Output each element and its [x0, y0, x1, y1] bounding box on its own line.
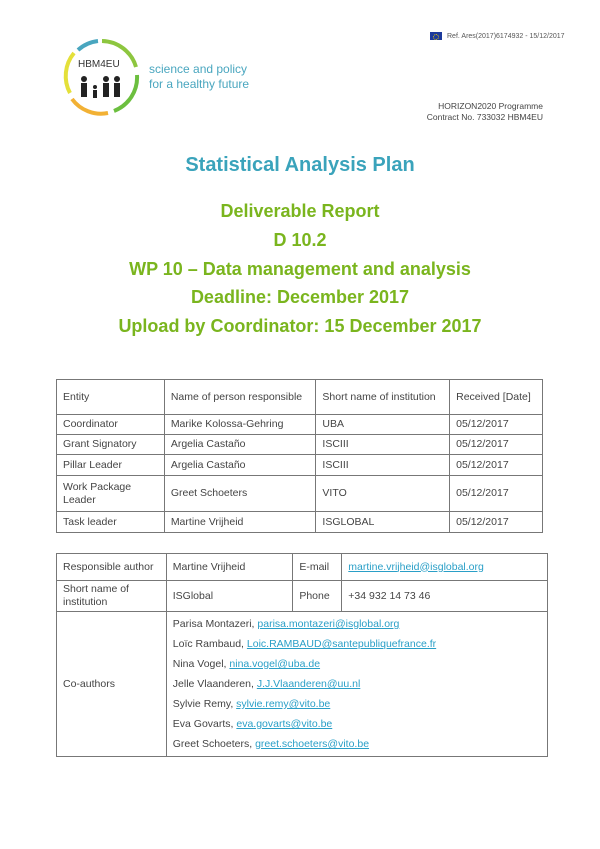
svg-text:HBM4EU: HBM4EU: [78, 59, 120, 70]
table-row: [57, 476, 543, 512]
table-header-row: [57, 380, 543, 415]
coauthor-name: Greet Schoeters,: [172, 738, 256, 750]
coauthor: [173, 674, 541, 694]
subtitle: WP 10 – Data management and analysis: [129, 259, 471, 279]
cell: Grant Signatory: [57, 435, 165, 455]
hbm4eu-logo: [62, 37, 142, 117]
coauthor-name: Loïc Rambaud,: [172, 638, 247, 650]
tagline: [149, 62, 249, 92]
coauthor-name: Eva Govarts,: [172, 718, 237, 730]
cell: Martine Vrijheid: [164, 512, 316, 533]
author-table: [56, 553, 548, 757]
cell: Argelia Castaño: [164, 435, 316, 455]
coauthor: [173, 694, 541, 714]
cell: 05/12/2017: [450, 415, 543, 435]
subtitle: Upload by Coordinator: 15 December 2017: [118, 316, 482, 336]
cell: +34 932 14 73 46: [342, 581, 548, 612]
email-link[interactable]: martine.vrijheid@isglobal.org: [348, 560, 484, 573]
table-row: [57, 581, 548, 612]
email-link[interactable]: J.J.Vlaanderen@uu.nl: [256, 678, 361, 690]
reference-text: Ref. Ares(2017)6174932 - 15/12/2017: [447, 32, 565, 40]
coauthor-name: Jelle Vlaanderen,: [172, 678, 257, 690]
coauthor: [173, 654, 541, 674]
cell: 05/12/2017: [450, 435, 543, 455]
cell: 05/12/2017: [450, 476, 543, 512]
reference-line: [430, 32, 565, 40]
email-link[interactable]: nina.vogel@uba.de: [229, 658, 321, 670]
tagline-line: for a healthy future: [149, 77, 250, 91]
cell: Martine Vrijheid: [166, 554, 293, 581]
coauthor: [173, 634, 541, 654]
coauthor: [173, 714, 541, 734]
cell: UBA: [316, 415, 450, 435]
contract: Contract No. 733032 HBM4EU: [426, 112, 543, 122]
header-cell: Entity: [57, 380, 165, 415]
eu-flag-icon: [430, 32, 442, 40]
label-cell: E-mail: [293, 554, 342, 581]
cell: Greet Schoeters: [164, 476, 316, 512]
tagline-line: science and policy: [149, 62, 248, 76]
email-link[interactable]: sylvie.remy@vito.be: [236, 698, 331, 710]
header-cell: Short name of institution: [316, 380, 450, 415]
label-cell: Responsible author: [57, 554, 167, 581]
cell: Work Package Leader: [57, 476, 165, 512]
cell: 05/12/2017: [450, 455, 543, 476]
cell: Marike Kolossa-Gehring: [164, 415, 316, 435]
cell: Pillar Leader: [57, 455, 165, 476]
table-row: [57, 415, 543, 435]
cell: ISGlobal: [166, 581, 293, 612]
cell: VITO: [316, 476, 450, 512]
header-cell: Name of person responsible: [164, 380, 316, 415]
cell: Argelia Castaño: [164, 455, 316, 476]
coauthor-name: Parisa Montazeri,: [172, 618, 258, 630]
cell: [342, 554, 548, 581]
cell: 05/12/2017: [450, 512, 543, 533]
coauthor: [173, 614, 541, 634]
table-row: [57, 612, 548, 757]
cell: ISCIII: [316, 455, 450, 476]
subtitle: Deliverable Report: [220, 201, 380, 221]
label-cell: Co-authors: [57, 612, 167, 757]
programme: HORIZON2020 Programme: [438, 101, 543, 111]
cell: Coordinator: [57, 415, 165, 435]
coauthor-name: Sylvie Remy,: [172, 698, 237, 710]
label-cell: Phone: [293, 581, 342, 612]
email-link[interactable]: greet.schoeters@vito.be: [255, 738, 370, 750]
coauthors-cell: [166, 612, 547, 757]
table-row: [57, 554, 548, 581]
table-row: [57, 455, 543, 476]
cell: ISCIII: [316, 435, 450, 455]
subtitle: Deadline: December 2017: [190, 287, 410, 307]
email-link[interactable]: eva.govarts@vito.be: [236, 718, 333, 730]
coauthor-name: Nina Vogel,: [172, 658, 230, 670]
cell: Task leader: [57, 512, 165, 533]
programme-info: [427, 101, 543, 123]
header-cell: Received [Date]: [450, 380, 543, 415]
cell: ISGLOBAL: [316, 512, 450, 533]
email-link[interactable]: Loic.RAMBAUD@santepubliquefrance.fr: [246, 638, 437, 650]
subtitle: D 10.2: [273, 230, 327, 250]
table-row: [57, 435, 543, 455]
coauthor: [173, 734, 541, 754]
responsibility-table: [56, 379, 543, 533]
table-row: [57, 512, 543, 533]
label-cell: Short name of institution: [57, 581, 167, 612]
document-title: Statistical Analysis Plan: [185, 154, 415, 176]
email-link[interactable]: parisa.montazeri@isglobal.org: [257, 618, 400, 630]
